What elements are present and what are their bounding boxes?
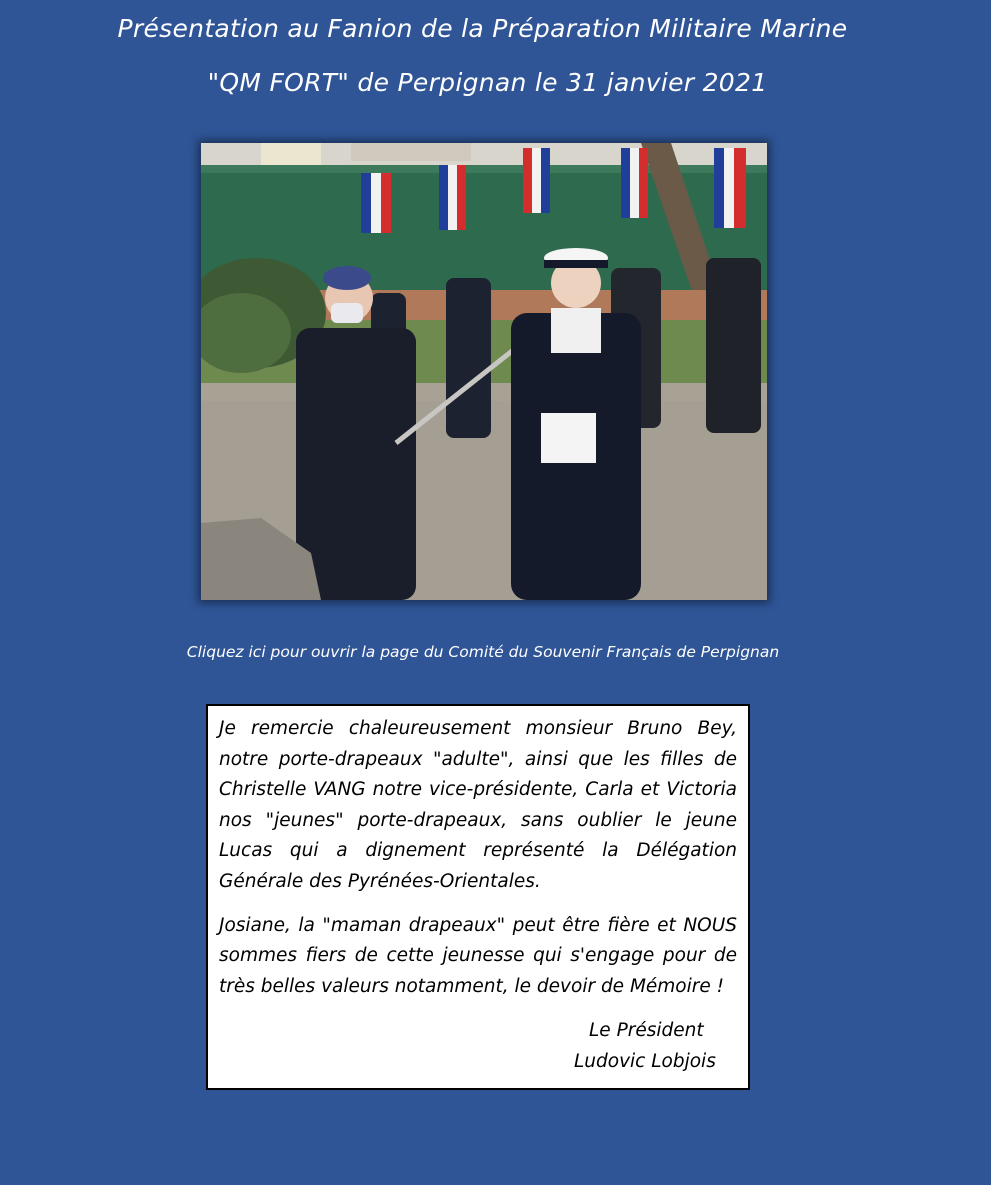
souvenir-francais-link[interactable]: Cliquez ici pour ouvrir la page du Comité du Souvenir Français de Perpignan — [186, 643, 780, 661]
message-paragraph-2: Josiane, la "maman drapeaux" peut être fière et NOUS sommes fiers de cette jeunesse qui s'engage pour de très belles valeurs notamment, le devoir de Mémoire ! — [219, 914, 737, 997]
message-paragraph-1: Je remercie chaleureusement monsieur Bruno Bey, notre porte-drapeaux "adulte", ainsi que les filles de Christelle VANG notre vice-présidente, Carla et Victoria nos "jeunes" porte-drapeaux, sans oublier le jeune Lucas qui a dignement représenté la Délégation Générale des Pyrénées-Orientales. — [219, 718, 737, 892]
message-box — [206, 704, 750, 1090]
page-title-line2: "QM FORT" de Perpignan le 31 janvier 2021 — [207, 68, 768, 97]
signature-title: Le Président — [589, 1020, 704, 1041]
signature-name: Ludovic Lobjois — [574, 1050, 716, 1072]
signature — [574, 1016, 734, 1077]
page-title-line1: Présentation au Fanion de la Préparation Militaire Marine — [117, 14, 848, 43]
ceremony-photo — [201, 143, 767, 600]
